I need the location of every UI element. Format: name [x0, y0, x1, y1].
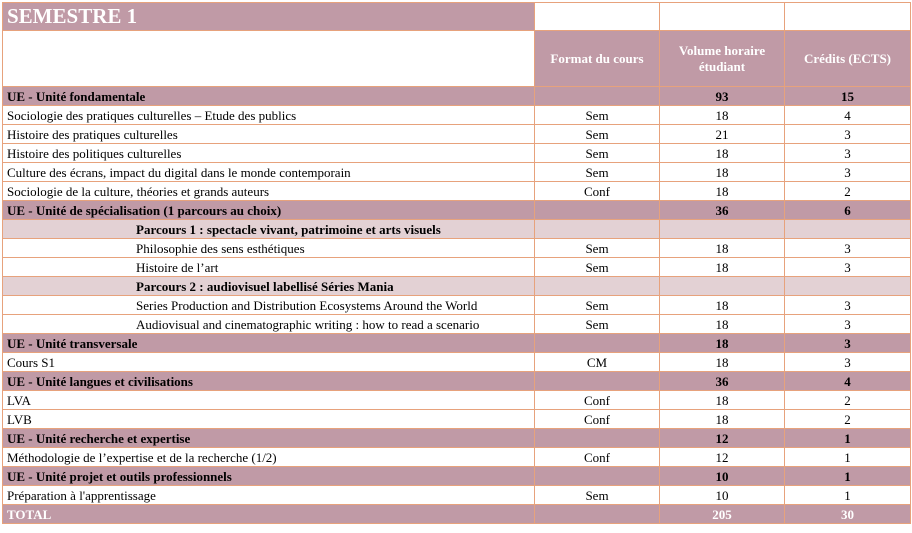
parcours-label: Parcours 1 : spectacle vivant, patrimoine et arts visuels [3, 220, 535, 239]
course-row [3, 315, 911, 334]
course-row [3, 163, 911, 182]
course-format: Sem [535, 296, 660, 315]
ue-row-recherche [3, 429, 911, 448]
ue-label: UE - Unité langues et civilisations [3, 372, 535, 391]
total-volume: 205 [660, 505, 785, 524]
course-credits: 3 [785, 258, 911, 277]
ue-row-specialisation [3, 201, 911, 220]
course-name: Histoire de l’art [3, 258, 535, 277]
course-format: Sem [535, 106, 660, 125]
course-volume: 18 [660, 258, 785, 277]
course-format: Conf [535, 448, 660, 467]
ue-row-transversale [3, 334, 911, 353]
course-format: CM [535, 353, 660, 372]
course-row [3, 258, 911, 277]
header-row [3, 31, 911, 87]
course-volume: 18 [660, 410, 785, 429]
parcours-label: Parcours 2 : audiovisuel labellisé Séries Mania [3, 277, 535, 296]
course-format: Sem [535, 239, 660, 258]
course-row [3, 125, 911, 144]
course-credits: 4 [785, 106, 911, 125]
course-format: Conf [535, 391, 660, 410]
course-row [3, 239, 911, 258]
course-volume: 18 [660, 144, 785, 163]
course-volume: 18 [660, 296, 785, 315]
header-volume: Volume horaire étudiant [660, 31, 785, 87]
empty-header-cell [3, 31, 535, 87]
ue-credits: 1 [785, 429, 911, 448]
course-format: Sem [535, 163, 660, 182]
course-row [3, 486, 911, 505]
course-credits: 1 [785, 486, 911, 505]
course-volume: 18 [660, 239, 785, 258]
ue-credits: 6 [785, 201, 911, 220]
ue-volume: 36 [660, 201, 785, 220]
course-volume: 18 [660, 315, 785, 334]
course-name: Histoire des pratiques culturelles [3, 125, 535, 144]
course-format: Sem [535, 144, 660, 163]
empty-cell [785, 3, 911, 31]
ue-row-fondamentale [3, 87, 911, 106]
course-name: Sociologie des pratiques culturelles – Etude des publics [3, 106, 535, 125]
course-credits: 2 [785, 182, 911, 201]
ue-label: UE - Unité fondamentale [3, 87, 535, 106]
course-row [3, 144, 911, 163]
title-row [3, 3, 911, 31]
course-credits: 3 [785, 353, 911, 372]
course-credits: 2 [785, 391, 911, 410]
ue-row-langues [3, 372, 911, 391]
ue-row-projet [3, 467, 911, 486]
course-row [3, 106, 911, 125]
semester-title: SEMESTRE 1 [3, 3, 535, 31]
course-name: Cours S1 [3, 353, 535, 372]
course-name: Méthodologie de l’expertise et de la recherche (1/2) [3, 448, 535, 467]
course-volume: 18 [660, 353, 785, 372]
course-credits: 3 [785, 239, 911, 258]
course-credits: 2 [785, 410, 911, 429]
total-label: TOTAL [3, 505, 535, 524]
course-volume: 18 [660, 106, 785, 125]
ue-label: UE - Unité recherche et expertise [3, 429, 535, 448]
header-credits: Crédits (ECTS) [785, 31, 911, 87]
course-volume: 18 [660, 391, 785, 410]
course-credits: 3 [785, 296, 911, 315]
course-name: Philosophie des sens esthétiques [3, 239, 535, 258]
course-format: Sem [535, 486, 660, 505]
course-row [3, 391, 911, 410]
course-volume: 21 [660, 125, 785, 144]
ue-credits: 4 [785, 372, 911, 391]
course-name: LVB [3, 410, 535, 429]
course-credits: 1 [785, 448, 911, 467]
course-format: Conf [535, 182, 660, 201]
semester-table [2, 2, 911, 524]
course-name: LVA [3, 391, 535, 410]
course-volume: 12 [660, 448, 785, 467]
ue-volume: 12 [660, 429, 785, 448]
ue-label: UE - Unité transversale [3, 334, 535, 353]
ue-volume: 36 [660, 372, 785, 391]
course-volume: 18 [660, 163, 785, 182]
parcours-row-1 [3, 220, 911, 239]
course-volume: 10 [660, 486, 785, 505]
course-volume: 18 [660, 182, 785, 201]
empty-cell [535, 3, 660, 31]
ue-credits: 3 [785, 334, 911, 353]
course-row [3, 353, 911, 372]
course-row [3, 296, 911, 315]
ue-volume: 18 [660, 334, 785, 353]
course-name: Culture des écrans, impact du digital dans le monde contemporain [3, 163, 535, 182]
header-format: Format du cours [535, 31, 660, 87]
total-credits: 30 [785, 505, 911, 524]
course-name: Series Production and Distribution Ecosystems Around the World [3, 296, 535, 315]
course-row [3, 410, 911, 429]
ue-volume: 10 [660, 467, 785, 486]
empty-cell [660, 3, 785, 31]
course-credits: 3 [785, 315, 911, 334]
course-credits: 3 [785, 125, 911, 144]
course-name: Sociologie de la culture, théories et grands auteurs [3, 182, 535, 201]
course-format: Sem [535, 315, 660, 334]
course-name: Audiovisual and cinematographic writing : how to read a scenario [3, 315, 535, 334]
course-row [3, 182, 911, 201]
course-format: Sem [535, 258, 660, 277]
ue-label: UE - Unité projet et outils professionnels [3, 467, 535, 486]
course-row [3, 448, 911, 467]
ue-volume: 93 [660, 87, 785, 106]
course-name: Préparation à l'apprentissage [3, 486, 535, 505]
course-credits: 3 [785, 163, 911, 182]
ue-credits: 15 [785, 87, 911, 106]
ue-label: UE - Unité de spécialisation (1 parcours au choix) [3, 201, 535, 220]
course-credits: 3 [785, 144, 911, 163]
ue-credits: 1 [785, 467, 911, 486]
parcours-row-2 [3, 277, 911, 296]
total-row [3, 505, 911, 524]
course-format: Sem [535, 125, 660, 144]
course-name: Histoire des politiques culturelles [3, 144, 535, 163]
course-format: Conf [535, 410, 660, 429]
